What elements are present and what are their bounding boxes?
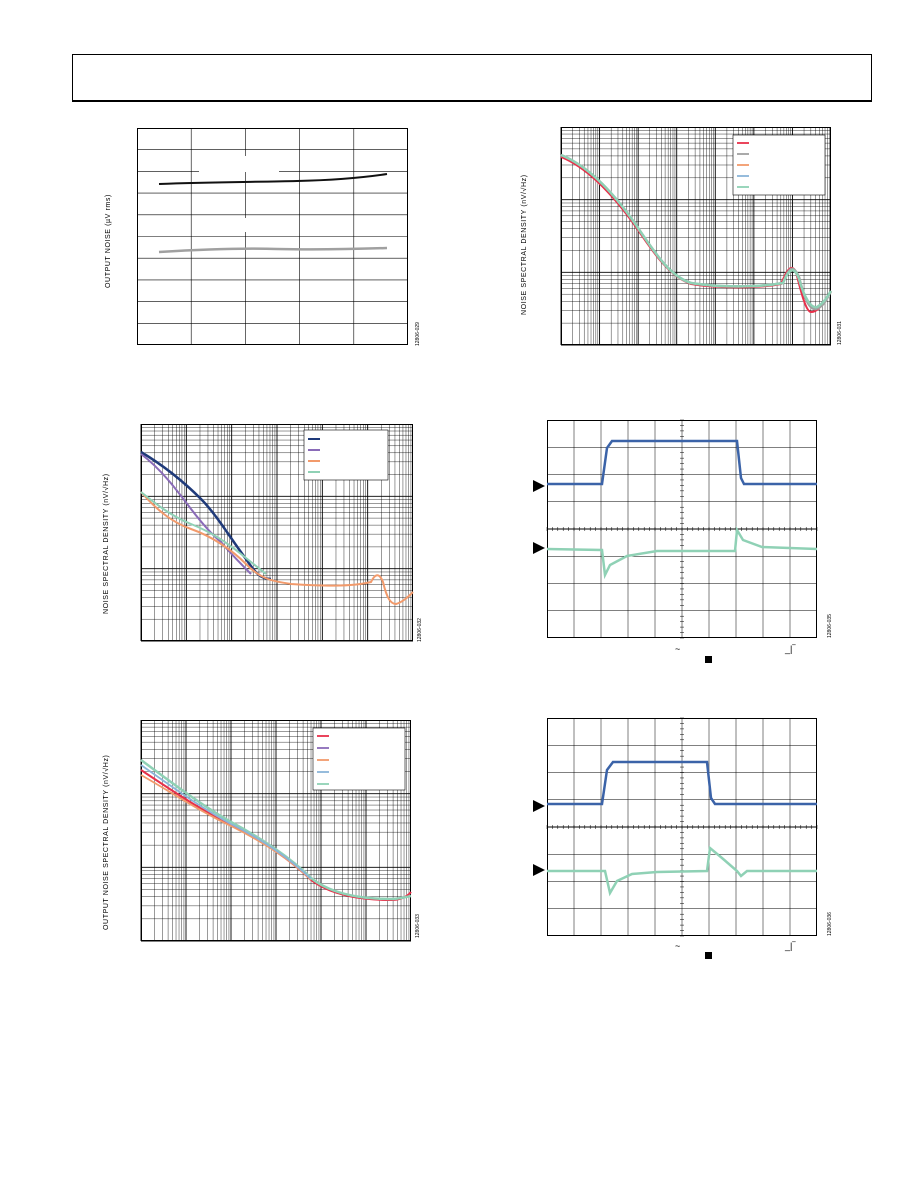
- legend-box: [313, 728, 405, 790]
- legend-mask-1: [199, 156, 279, 172]
- chart-noise-density-1: [561, 127, 831, 345]
- figure-code: 12806-033: [415, 914, 421, 938]
- figure-output-noise: [105, 128, 421, 346]
- figure-code: 12806-031: [837, 321, 843, 345]
- series-lightblue: [141, 765, 311, 879]
- figure-code: 12806-035: [827, 614, 833, 638]
- channel-2-ground-marker-icon: [533, 542, 545, 554]
- ac-coupling-icon: ~: [675, 941, 681, 951]
- figure-noise-density-2: [103, 424, 423, 642]
- trigger-edge-icon: _|‾: [785, 941, 796, 951]
- scope-screen-2: [547, 718, 817, 936]
- figure-code: 12806-036: [827, 912, 833, 936]
- chart-output-noise: [137, 128, 408, 346]
- series-lower-curve: [159, 248, 387, 252]
- scope-screen-1: [547, 420, 817, 638]
- y-axis-label: OUTPUT NOISE SPECTRAL DENSITY (nV/√Hz): [103, 754, 110, 930]
- trigger-marker-icon: [705, 952, 712, 959]
- trigger-edge-icon: _|‾: [785, 644, 796, 654]
- series-orange: [141, 775, 311, 880]
- scope-grid: [547, 718, 817, 936]
- figure-noise-density-1: [521, 127, 843, 345]
- chart-noise-density-2: [141, 424, 413, 641]
- ac-coupling-icon: ~: [675, 644, 681, 654]
- figure-code: 12806-029: [415, 322, 421, 346]
- series-purple: [141, 454, 251, 574]
- figure-scope-capture-2: [547, 718, 833, 951]
- figure-output-noise-density: [103, 720, 421, 941]
- figure-scope-capture-1: [547, 420, 833, 654]
- series-upper-curve: [159, 174, 387, 184]
- y-axis-label: NOISE SPECTRAL DENSITY (nV/√Hz): [521, 174, 528, 315]
- channel-1-ground-marker-icon: [533, 800, 545, 812]
- scope-grid: [547, 420, 817, 638]
- page-header: [72, 54, 872, 102]
- chart-output-noise-density: [141, 720, 411, 941]
- y-axis-label: NOISE SPECTRAL DENSITY (nV/√Hz): [103, 473, 110, 614]
- figure-code: 12806-032: [417, 618, 423, 642]
- y-axis-label: OUTPUT NOISE (µV rms): [105, 194, 112, 288]
- channel-2-ground-marker-icon: [533, 864, 545, 876]
- legend-mask-2: [199, 218, 284, 232]
- channel-1-ground-marker-icon: [533, 480, 545, 492]
- trigger-marker-icon: [705, 656, 712, 663]
